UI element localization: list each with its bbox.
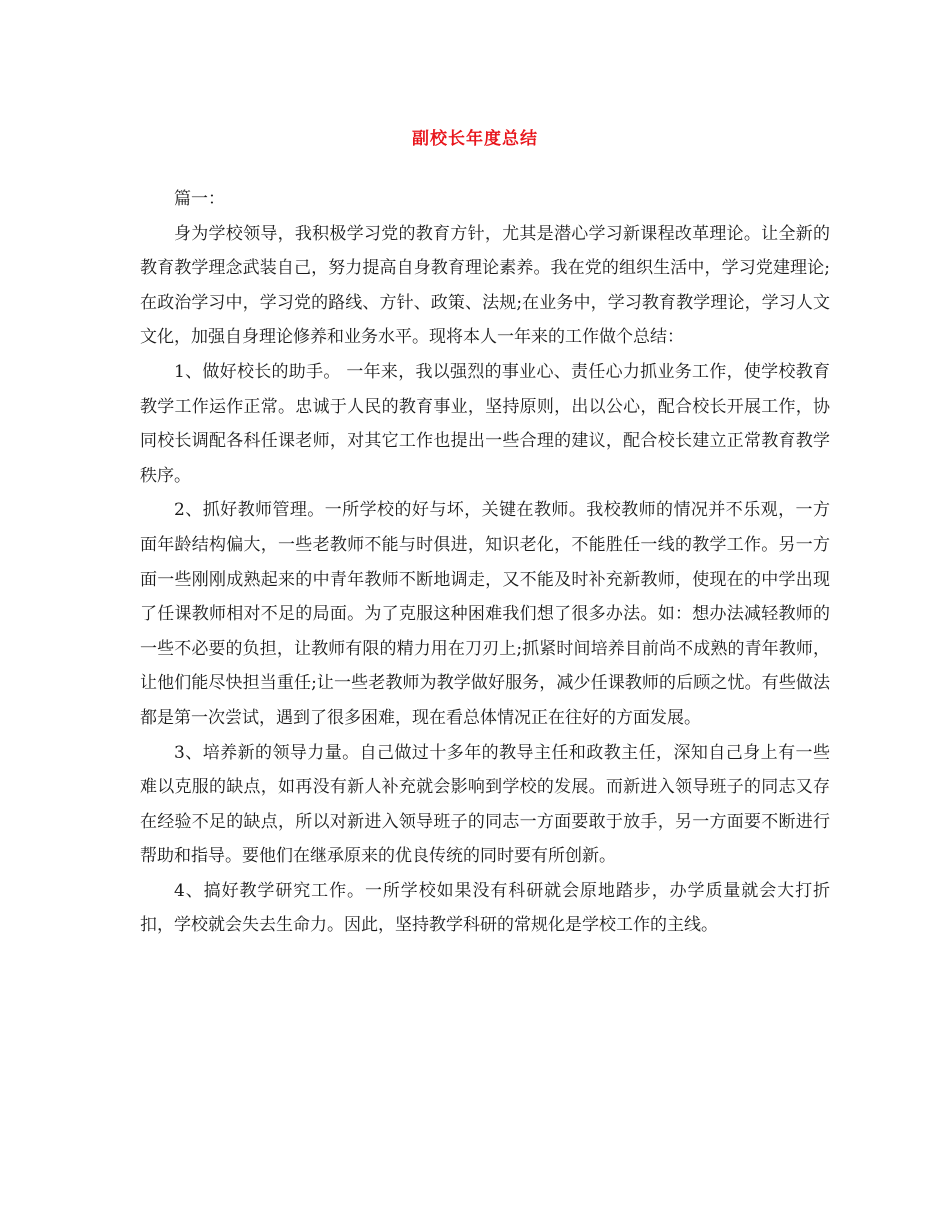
- paragraph-item-4: 4、搞好教学研究工作。一所学校如果没有科研就会原地踏步，办学质量就会大打折扣，学校就会失去生命力。因此，坚持教学科研的常规化是学校工作的主线。: [140, 880, 830, 936]
- paragraph-item-1: 1、做好校长的助手。 一年来，我以强烈的事业心、责任心力抓业务工作，使学校教育教学工作运作正常。忠诚于人民的教育事业，坚持原则，出以公心，配合校长开展工作，协同校长调配各科任课老师，对其它工作也提出一些合理的建议，配合校长建立正常教育教学秩序。: [140, 361, 830, 486]
- page-title: 副校长年度总结: [412, 129, 538, 149]
- paragraph-section-label: 篇一：: [174, 189, 225, 209]
- paragraph-intro: 身为学校领导，我积极学习党的教育方针，尤其是潜心学习新课程改革理论。让全新的教育教学理念武装自己，努力提高自身教育理论素养。我在党的组织生活中，学习党建理论;在政治学习中，学习党的路线、方针、政策、法规;在业务中，学习教育教学理论，学习人文文化，加强自身理论修养和业务水平。现将本人一年来的工作做个总结：: [140, 223, 830, 348]
- paragraph-item-3: 3、培养新的领导力量。自己做过十多年的教导主任和政教主任，深知自己身上有一些难以克服的缺点，如再没有新人补充就会影响到学校的发展。而新进入领导班子的同志又存在经验不足的缺点，所以对新进入领导班子的同志一方面要敢于放手，另一方面要不断进行帮助和指导。要他们在继承原来的优良传统的同时要有所创新。: [140, 742, 830, 867]
- document-body: [140, 182, 830, 943]
- paragraph-item-2: 2、抓好教师管理。一所学校的好与坏，关键在教师。我校教师的情况并不乐观，一方面年龄结构偏大，一些老教师不能与时俱进，知识老化，不能胜任一线的教学工作。另一方面一些刚刚成熟起来的中青年教师不断地调走，又不能及时补充新教师，使现在的中学出现了任课教师相对不足的局面。为了克服这种困难我们想了很多办法。如：想办法减轻教师的一些不必要的负担，让教师有限的精力用在刀刃上;抓紧时间培养目前尚不成熟的青年教师，让他们能尽快担当重任;让一些老教师为教学做好服务，减少任课教师的后顾之忧。有些做法都是第一次尝试，遇到了很多困难，现在看总体情况正在往好的方面发展。: [140, 500, 830, 728]
